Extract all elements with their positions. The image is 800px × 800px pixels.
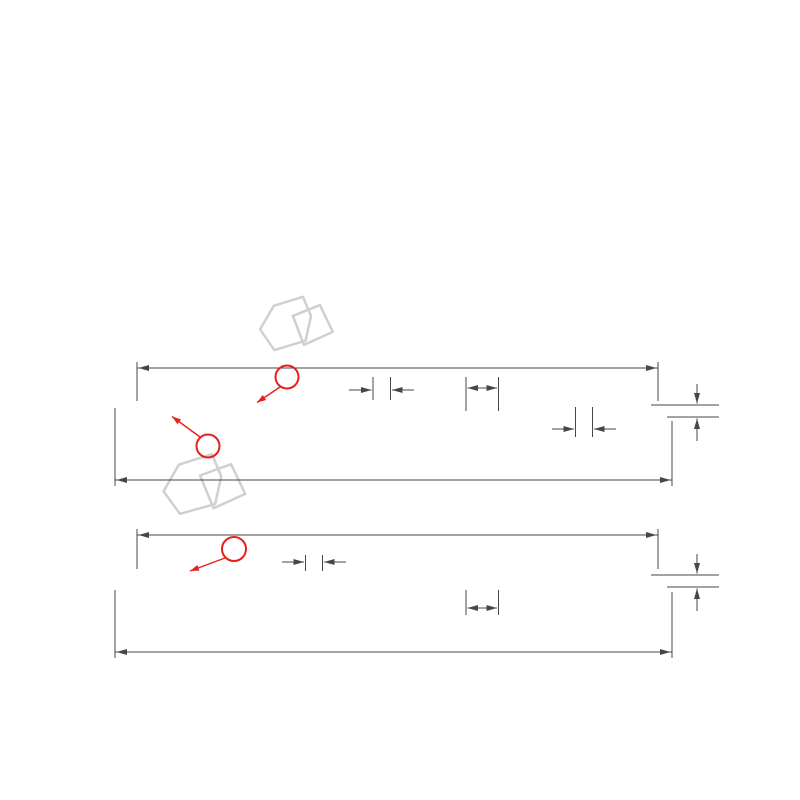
metall-profil-logo-watermark [160, 451, 246, 515]
section-bottom-diagram [115, 529, 719, 658]
dim-working-width [137, 362, 658, 401]
dim-rib-top-35 [349, 377, 414, 400]
marker-a-circle [197, 435, 220, 458]
dim-valley-67 [466, 590, 499, 615]
marker-b-circle [276, 366, 299, 389]
watermark-middle [160, 451, 246, 515]
dim-height-18 [651, 384, 719, 441]
watermark-top [257, 294, 334, 351]
marker-r [190, 537, 246, 571]
dim-valley-67 [466, 377, 499, 411]
marker-b [257, 366, 299, 403]
metall-profil-logo-watermark [257, 294, 334, 351]
dim-overall-width [115, 590, 672, 658]
dim-working-width [137, 529, 658, 569]
marker-a [172, 417, 220, 458]
dim-rib-top-35 [282, 555, 346, 571]
section-top-diagram [115, 362, 719, 486]
dim-rib-bottom-35 [552, 407, 616, 437]
marker-r-circle [222, 537, 246, 561]
dim-height-18 [651, 554, 719, 611]
dim-overall-width [115, 408, 672, 486]
